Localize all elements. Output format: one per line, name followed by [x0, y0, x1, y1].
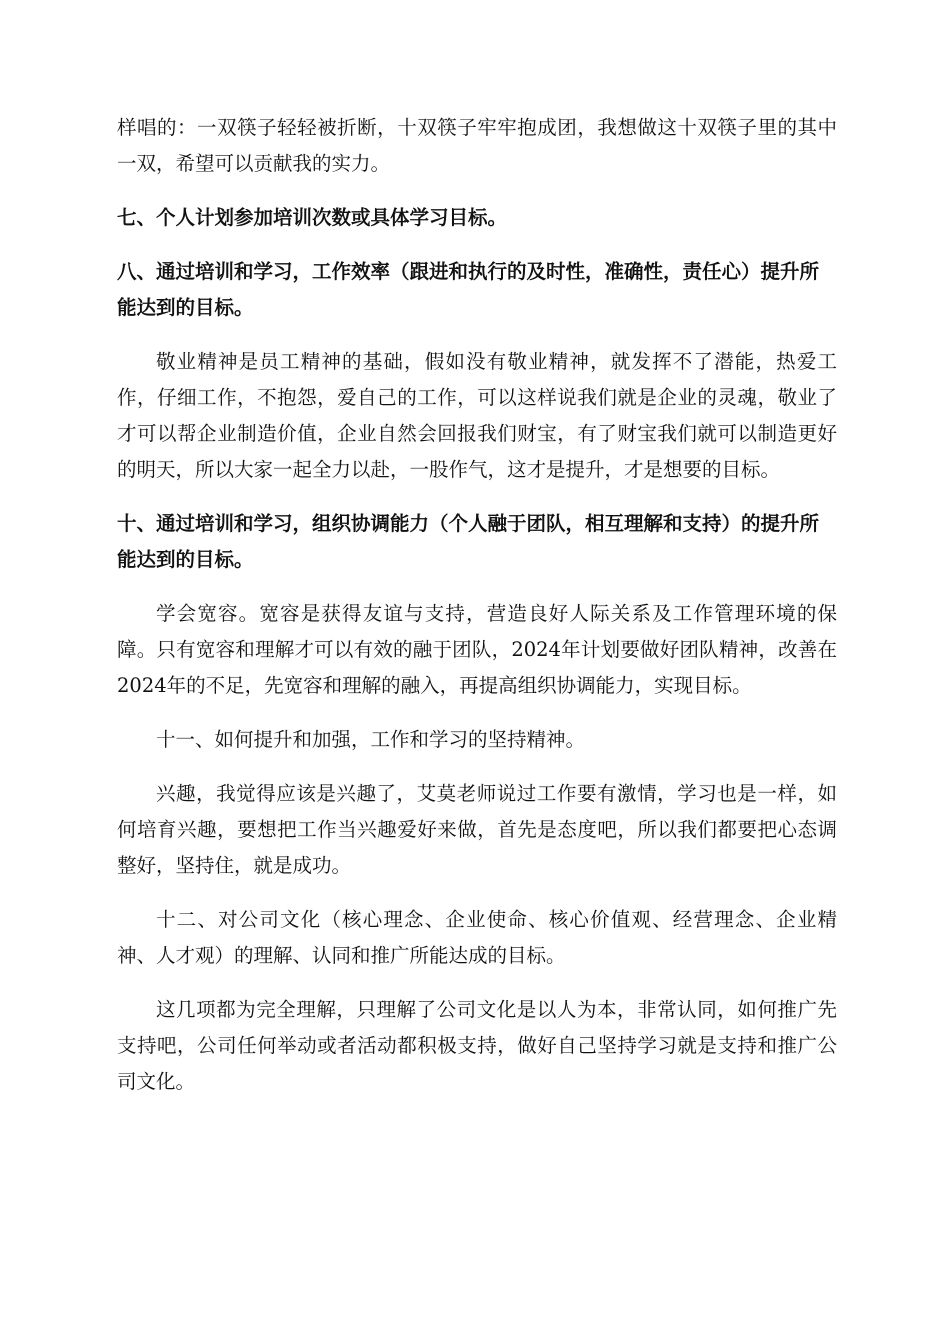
- paragraph-dedication: 敬业精神是员工精神的基础，假如没有敬业精神，就发挥不了潜能，热爱工作，仔细工作，不抱怨，爱自己的工作，可以这样说我们就是企业的灵魂，敬业了才可以帮企业制造价值，企业自然会回报我们财宝，有了财宝我们就可以制造更好的明天，所以大家一起全力以赴，一股作气，这才是提升，才是想要的目标。: [117, 350, 837, 481]
- document-body: [117, 110, 837, 1118]
- paragraph-interest: 兴趣，我觉得应该是兴趣了，艾莫老师说过工作要有激情，学习也是一样，如何培育兴趣，要想把工作当兴趣爱好来做，首先是态度吧，所以我们都要把心态调整好，坚持住，就是成功。: [117, 782, 837, 877]
- paragraph-tolerance: 学会宽容。宽容是获得友谊与支持，营造良好人际关系及工作管理环境的保障。只有宽容和理解才可以有效的融于团队，2024年计划要做好团队精神，改善在2024年的不足，先宽容和理解的融入，再提高组织协调能力，实现目标。: [117, 602, 837, 697]
- paragraph-chopsticks: 样唱的：一双筷子轻轻被折断，十双筷子牢牢抱成团，我想做这十双筷子里的其中一双，希望可以贡献我的实力。: [117, 116, 837, 175]
- paragraph-section-12-title: 十二、对公司文化（核心理念、企业使命、核心价值观、经营理念、企业精神、人才观）的理解、认同和推广所能达成的目标。: [117, 908, 837, 967]
- heading-section-8: 八、通过培训和学习，工作效率（跟进和执行的及时性，准确性，责任心）提升所能达到的目标。: [117, 260, 820, 319]
- heading-section-7: 七、个人计划参加培训次数或具体学习目标。: [117, 206, 508, 229]
- paragraph-company-culture: 这几项都为完全理解，只理解了公司文化是以人为本，非常认同，如何推广先支持吧，公司任何举动或者活动都积极支持，做好自己坚持学习就是支持和推广公司文化。: [117, 998, 837, 1093]
- paragraph-section-11-title: 十一、如何提升和加强，工作和学习的坚持精神。: [156, 728, 586, 751]
- heading-section-10: 十、通过培训和学习，组织协调能力（个人融于团队，相互理解和支持）的提升所能达到的目标。: [117, 512, 820, 571]
